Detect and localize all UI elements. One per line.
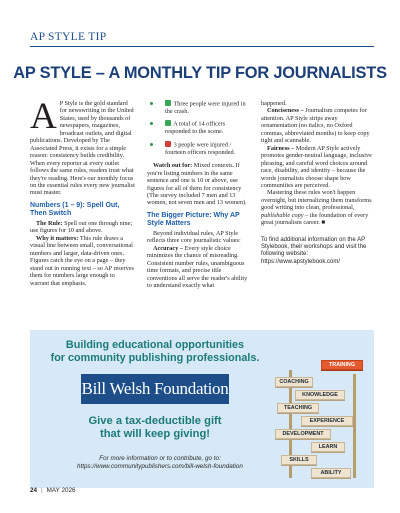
drop-cap: A [30, 96, 57, 137]
kicker-rule [30, 46, 374, 47]
wooden-blocks-illustration [275, 360, 370, 480]
block-knowledge: KNOWLEDGE [295, 390, 345, 400]
foundation-logo: Bill Welsh Foundation [81, 374, 229, 404]
article-column-2 [147, 100, 252, 290]
bullet-dot [150, 122, 153, 125]
cross-icon [165, 141, 171, 147]
bullet-dot [150, 102, 153, 105]
block-ability: ABILITY [311, 468, 351, 478]
block-skills: SKILLS [281, 455, 317, 465]
article-column-1 [30, 96, 135, 287]
block-experience: EXPERIENCE [301, 416, 353, 426]
footer-separator: | [41, 487, 43, 494]
kicker: AP STYLE TIP [30, 31, 107, 43]
conciseness-paragraph: Conciseness – Journalism competes for attention. AP Style strips away ornamentation (no italics, no Oxford commas, abbreviated months) to keep copy tight and scannable. [261, 107, 370, 145]
bullet-dot [150, 143, 153, 146]
ad-footer-text: For more information or to contribute, go to: https://www.communitypublishers.com/bill-welsh-foundation [35, 455, 285, 471]
example-correct-1: Three people were injured in the crash. [147, 100, 252, 115]
continued-text: happened. [261, 100, 287, 107]
article-column-3 [261, 100, 374, 266]
issue-date: MAY 2026 [46, 487, 76, 494]
intro-paragraph: A P Style is the gold standard for newswriting in the United States, used by thousands of newspapers, magazines, broadcast outlets, and digital publications. Developed by The Associated Press, it exists for a simple reason: consistency builds credibility. When every reporter at every outlet follows the same rules, readers trust what they're reading. Here's our monthly focus on the essential rules every new journalist must master. [30, 96, 135, 197]
block-teaching: TEACHING [277, 403, 319, 413]
why-paragraph: Why it matters: This rule draws a visual line between small, conversational numbers and larger, data-driven ones. Figures catch the eye on a page – they stand out in running text – so AP reserves them for numbers large enough to warrant that emphasis. [30, 234, 134, 287]
example-correct-2: A total of 14 officers responded to the scene. [147, 120, 252, 135]
ad-headline: Building educational opportunities for community publishing professionals. [50, 339, 260, 364]
ad-gift-callout: Give a tax-deductible gift that will keep giving! [88, 415, 222, 440]
foundation-advertisement[interactable] [30, 330, 374, 488]
check-icon [165, 100, 171, 106]
watch-paragraph: Watch out for: Mixed contexts. If you're listing numbers in the same sentence and one is 10 or above, use figures for all of them for consistency (The survey included 7 men and 13 women, not seven men and 13 women). [147, 162, 247, 207]
block-development: DEVELOPMENT [275, 429, 331, 439]
closing-paragraph: Mastering these rules won't happen overnight, but internalizing them transforms good writing into clean, professional, publishable copy – the foundation of every great journalism career. ■ [261, 189, 372, 227]
subhead-numbers: Numbers (1 – 9): Spell Out, Then Switch [30, 201, 120, 217]
subhead-bigger-picture: The Bigger Picture: Why AP Style Matters [147, 211, 240, 227]
example-incorrect: 3 people were injured / fourteen officers responded. [147, 141, 252, 156]
fairness-paragraph: Fairness – Modern AP Style actively promotes gender-neutral language, inclusive phrasing, and careful word choices around race, disability, and identity – because the words journalists choose shape how communities are perceived. [261, 144, 372, 189]
check-icon [165, 120, 171, 126]
foundation-link[interactable]: https://www.communitypublishers.com/bill-welsh-foundation [77, 463, 243, 471]
stylebook-note: To find additional information on the AP Stylebook, their workshops and visit the following website: https://www.apstylebook.com/ [261, 236, 367, 265]
bigger-paragraph: Beyond individual rules, AP Style reflects three core journalistic values: [147, 229, 241, 245]
block-coaching: COACHING [275, 377, 313, 387]
accuracy-paragraph: Accuracy – Every style choice minimizes the chance of misreading. Consistent number rules, unambiguous time formats, and precise title conventions all serve the reader's ability to understand exactly what [147, 244, 248, 290]
page-number: 24 [30, 487, 38, 494]
page-title: AP STYLE – A MONTHLY TIP FOR JOURNALISTS [13, 64, 387, 82]
block-learn: LEARN [311, 442, 345, 452]
block-training: TRAINING [321, 360, 363, 370]
rule-paragraph: The Rule: Spell out one through nine; use figures for 10 and above. [30, 219, 133, 235]
page-footer [30, 487, 75, 494]
